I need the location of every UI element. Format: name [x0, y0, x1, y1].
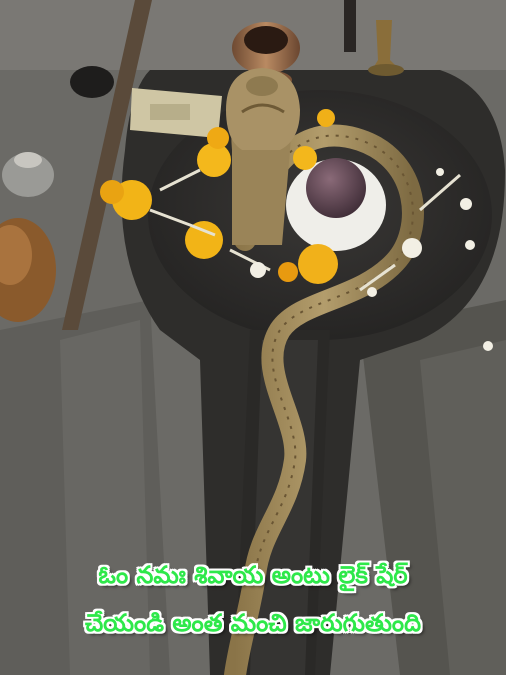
stand-post — [344, 0, 356, 52]
turtle-figure — [70, 66, 114, 98]
small-pot-lid — [14, 152, 42, 168]
caption-line-2: చేయండి అంత మంచి జారుగుతుంది — [84, 609, 422, 637]
marigold-flower — [207, 127, 229, 149]
marigold-flower — [298, 244, 338, 284]
marigold-flower — [100, 180, 124, 204]
marigold-flower — [293, 146, 317, 170]
caption-line-1: ఓం నమః శివాయ అంటు లైక్ షేర్ — [98, 561, 408, 589]
marigold-flower — [278, 262, 298, 282]
banknote-print — [150, 104, 190, 120]
shivalinga-stone — [306, 158, 366, 218]
copper-pot-mouth — [244, 26, 288, 54]
cobra-head — [246, 76, 278, 96]
marigold-flower — [317, 109, 335, 127]
lamp-base — [368, 64, 404, 76]
